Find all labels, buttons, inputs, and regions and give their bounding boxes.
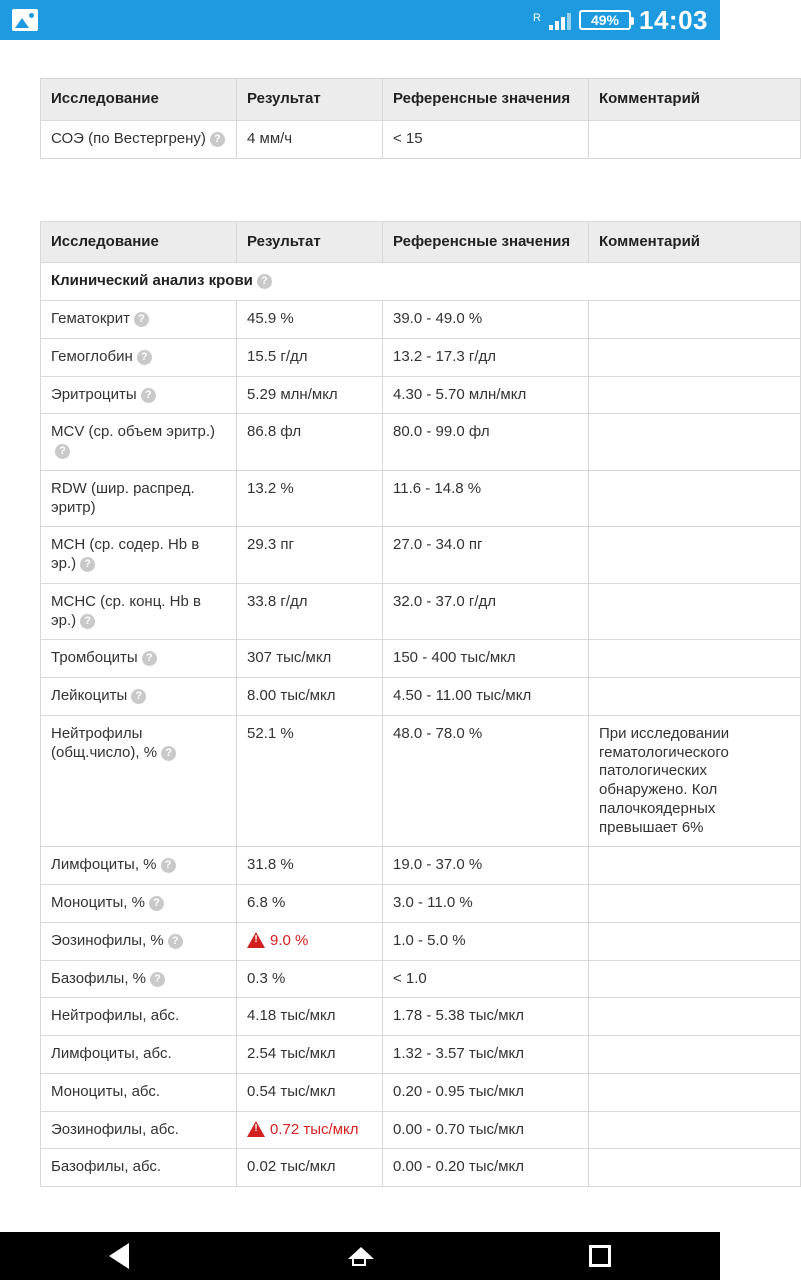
roaming-indicator: R — [533, 11, 541, 24]
test-name: Эритроциты — [51, 385, 137, 403]
result-cell — [237, 1149, 383, 1187]
help-icon[interactable]: ? — [257, 274, 272, 289]
result-value: 52.1 % — [247, 724, 294, 742]
comment-cell — [589, 1073, 801, 1111]
result-cell — [237, 583, 383, 640]
help-icon[interactable]: ? — [55, 444, 70, 459]
status-bar — [0, 0, 720, 40]
comment-cell — [589, 885, 801, 923]
esr-results-table — [40, 78, 801, 159]
test-name: Гематокрит — [51, 310, 130, 327]
table-row — [41, 527, 801, 584]
result-cell — [237, 376, 383, 414]
test-name-cell — [41, 640, 237, 678]
reference-cell: 1.0 - 5.0 % — [383, 922, 589, 960]
test-name-cell — [41, 1036, 237, 1074]
test-name-cell — [41, 1149, 237, 1187]
reference-cell: 150 - 400 тыс/мкл — [383, 640, 589, 678]
table-row — [41, 470, 801, 527]
test-name: MCH (ср. содер. Hb в эр.) — [51, 536, 200, 572]
reference-cell: < 15 — [383, 120, 589, 158]
test-name-cell — [41, 1073, 237, 1111]
reference-cell: 4.50 - 11.00 тыс/мкл — [383, 678, 589, 716]
signal-icon — [549, 10, 571, 30]
result-cell — [237, 414, 383, 471]
table-row — [41, 120, 801, 158]
comment-cell — [589, 470, 801, 527]
table-row — [41, 1036, 801, 1074]
test-name-cell — [41, 301, 237, 339]
test-name: Лимфоциты, % — [51, 856, 157, 874]
table-row — [41, 715, 801, 847]
table-header-row — [41, 79, 801, 121]
result-value: 13.2 % — [247, 479, 294, 497]
comment-cell — [589, 414, 801, 471]
comment-cell — [589, 1111, 801, 1149]
comment-cell — [589, 527, 801, 584]
clock: 14:03 — [639, 4, 708, 35]
group-title-cell — [41, 263, 801, 301]
table-row — [41, 922, 801, 960]
help-icon[interactable]: ? — [131, 689, 146, 704]
group-title: Клинический анализ крови — [51, 272, 253, 290]
test-name: Эозинофилы, % — [51, 931, 164, 949]
result-value: 5.29 млн/мкл — [247, 385, 338, 403]
test-name-cell — [41, 922, 237, 960]
table-gap — [0, 159, 720, 221]
comment-cell — [589, 922, 801, 960]
status-bar-left — [12, 9, 533, 31]
test-name: Гемоглобин — [51, 347, 133, 365]
reference-cell: 11.6 - 14.8 % — [383, 470, 589, 527]
test-name-cell — [41, 998, 237, 1036]
table-row — [41, 414, 801, 471]
table-row — [41, 998, 801, 1036]
table-row — [41, 583, 801, 640]
result-value: 6.8 % — [247, 894, 286, 911]
reference-cell: 32.0 - 37.0 г/дл — [383, 583, 589, 640]
comment-cell — [589, 678, 801, 716]
reference-cell: 1.78 - 5.38 тыс/мкл — [383, 998, 589, 1036]
result-cell — [237, 678, 383, 716]
test-name: Нейтрофилы (общ.число), % — [51, 724, 158, 761]
result-cell — [237, 1111, 383, 1149]
help-icon[interactable]: ? — [168, 934, 183, 949]
test-name-cell — [41, 678, 237, 716]
test-name: MCHC (ср. конц. Hb в эр.) — [51, 592, 201, 629]
comment-cell — [589, 583, 801, 640]
result-cell — [237, 960, 383, 998]
table-row — [41, 960, 801, 998]
table-row — [41, 885, 801, 923]
android-nav-bar[interactable] — [0, 1232, 720, 1280]
test-name: Нейтрофилы, абс. — [51, 1007, 180, 1025]
reference-cell: 3.0 - 11.0 % — [383, 885, 589, 923]
table-row — [41, 847, 801, 885]
reference-cell: 27.0 - 34.0 пг — [383, 527, 589, 584]
help-icon[interactable]: ? — [149, 896, 164, 911]
cbc-rows — [41, 263, 801, 1187]
comment-cell — [589, 1036, 801, 1074]
column-header-comment: Комментарий — [589, 79, 801, 121]
result-value: 307 тыс/мкл — [247, 649, 332, 667]
column-header-reference: Референсные значения — [383, 221, 589, 263]
reference-cell: 0.00 - 0.20 тыс/мкл — [383, 1149, 589, 1187]
test-name-cell — [41, 583, 237, 640]
comment-cell — [589, 640, 801, 678]
comment-cell — [589, 338, 801, 376]
result-value: 2.54 тыс/мкл — [247, 1045, 336, 1062]
table-row — [41, 640, 801, 678]
test-name: Базофилы, абс. — [51, 1158, 162, 1176]
column-header-test: Исследование — [41, 79, 237, 121]
result-cell — [237, 847, 383, 885]
column-header-result: Результат — [237, 221, 383, 263]
reference-cell: 0.20 - 0.95 тыс/мкл — [383, 1073, 589, 1111]
test-name-cell — [41, 847, 237, 885]
result-cell — [237, 922, 383, 960]
column-header-comment: Комментарий — [589, 221, 801, 263]
test-name-cell — [41, 338, 237, 376]
comment-cell — [589, 998, 801, 1036]
group-title-row — [41, 263, 801, 301]
test-name: Моноциты, % — [51, 894, 145, 911]
result-value: 86.8 фл — [247, 423, 302, 441]
help-icon[interactable]: ? — [80, 557, 95, 572]
reference-cell: < 1.0 — [383, 960, 589, 998]
reference-cell: 13.2 - 17.3 г/дл — [383, 338, 589, 376]
result-cell — [237, 470, 383, 527]
comment-cell — [589, 120, 801, 158]
image-icon — [12, 9, 38, 31]
result-value: 0.72 тыс/мкл — [270, 1120, 359, 1138]
table-row — [41, 1149, 801, 1187]
test-name-cell — [41, 120, 237, 158]
reference-cell: 4.30 - 5.70 млн/мкл — [383, 376, 589, 414]
test-name-cell — [41, 470, 237, 527]
table-row — [41, 678, 801, 716]
battery-indicator: 49% — [579, 10, 631, 30]
result-value: 0.54 тыс/мкл — [247, 1082, 336, 1100]
result-value: 0.02 тыс/мкл — [247, 1158, 336, 1176]
reference-cell: 48.0 - 78.0 % — [383, 715, 589, 847]
test-name: RDW (шир. распред. эритр) — [51, 479, 195, 516]
help-icon[interactable]: ? — [141, 388, 156, 403]
result-cell — [237, 338, 383, 376]
test-name: Эозинофилы, абс. — [51, 1120, 179, 1138]
result-value: 15.5 г/дл — [247, 347, 308, 365]
table-row — [41, 1073, 801, 1111]
result-cell — [237, 301, 383, 339]
reference-cell: 80.0 - 99.0 фл — [383, 414, 589, 471]
reference-cell: 0.00 - 0.70 тыс/мкл — [383, 1111, 589, 1149]
test-name: Базофилы, % — [51, 969, 146, 987]
test-name-cell — [41, 1111, 237, 1149]
column-header-test: Исследование — [41, 221, 237, 263]
test-name-cell — [41, 414, 237, 471]
test-name: Моноциты, абс. — [51, 1082, 161, 1100]
help-icon[interactable]: ? — [142, 651, 157, 666]
home-icon[interactable] — [348, 1245, 370, 1267]
result-cell — [237, 998, 383, 1036]
result-value: 45.9 % — [247, 310, 294, 327]
reference-cell: 1.32 - 3.57 тыс/мкл — [383, 1036, 589, 1074]
help-icon[interactable]: ? — [161, 858, 176, 873]
comment-cell — [589, 301, 801, 339]
result-cell — [237, 527, 383, 584]
recents-icon[interactable] — [589, 1245, 611, 1267]
table-row — [41, 301, 801, 339]
comment-cell — [589, 960, 801, 998]
cbc-results-table — [40, 221, 801, 1188]
result-value: 4.18 тыс/мкл — [247, 1007, 336, 1025]
result-value: 9.0 % — [270, 931, 309, 949]
comment-cell — [589, 1149, 801, 1187]
help-icon[interactable]: ? — [80, 614, 95, 629]
result-value: 29.3 пг — [247, 536, 294, 554]
help-icon[interactable]: ? — [150, 972, 165, 987]
test-name: MCV (ср. объем эритр.) — [51, 423, 216, 441]
comment-cell — [589, 376, 801, 414]
status-bar-right — [533, 5, 708, 36]
test-name: Тромбоциты — [51, 649, 138, 667]
table-row — [41, 376, 801, 414]
comment-cell: При исследовании гематологического патологических обнаружено. Кол палочкоядерных превышает 6% — [589, 715, 801, 847]
column-header-reference: Референсные значения — [383, 79, 589, 121]
table-header-row — [41, 221, 801, 263]
test-name: Лимфоциты, абс. — [51, 1045, 172, 1062]
warning-icon — [247, 932, 265, 948]
result-cell — [237, 715, 383, 847]
help-icon[interactable]: ? — [134, 312, 149, 327]
column-header-result: Результат — [237, 79, 383, 121]
test-name-cell — [41, 885, 237, 923]
help-icon[interactable]: ? — [137, 350, 152, 365]
test-name: СОЭ (по Вестергрену) — [51, 129, 206, 147]
result-cell — [237, 885, 383, 923]
test-name-cell — [41, 960, 237, 998]
test-name-cell — [41, 527, 237, 584]
warning-icon — [247, 1121, 265, 1137]
comment-cell — [589, 847, 801, 885]
result-cell: 4 мм/ч — [237, 120, 383, 158]
table-row — [41, 1111, 801, 1149]
results-page[interactable] — [0, 40, 730, 1232]
test-name-cell — [41, 715, 237, 847]
back-icon[interactable] — [109, 1243, 129, 1269]
result-value: 31.8 % — [247, 856, 294, 874]
result-cell — [237, 1073, 383, 1111]
result-value: 8.00 тыс/мкл — [247, 687, 336, 704]
reference-cell: 39.0 - 49.0 % — [383, 301, 589, 339]
reference-cell: 19.0 - 37.0 % — [383, 847, 589, 885]
result-value: 33.8 г/дл — [247, 592, 308, 610]
result-value: 0.3 % — [247, 969, 286, 987]
table-row — [41, 338, 801, 376]
help-icon[interactable]: ? — [161, 746, 176, 761]
result-cell — [237, 640, 383, 678]
result-cell — [237, 1036, 383, 1074]
test-name-cell — [41, 376, 237, 414]
test-name: Лейкоциты — [51, 687, 128, 704]
help-icon[interactable]: ? — [210, 132, 225, 147]
top-spacer — [0, 40, 720, 78]
